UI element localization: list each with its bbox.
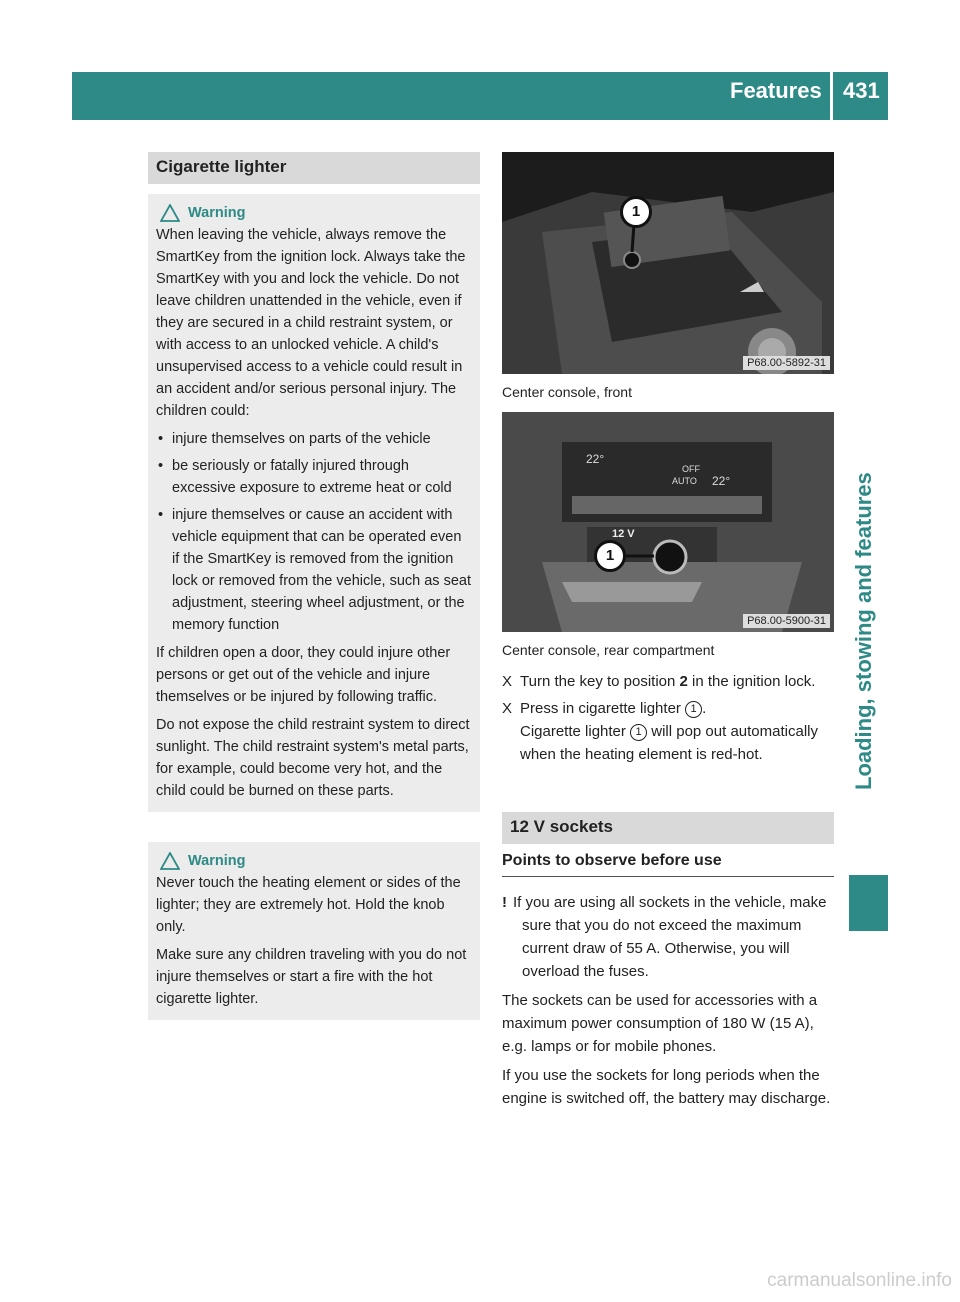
warning-title: Warning — [188, 853, 246, 869]
warning-title: Warning — [188, 205, 246, 221]
warning-box-2 — [148, 842, 480, 1020]
warning-triangle-icon — [160, 852, 180, 870]
right-column — [502, 152, 834, 1116]
footer-watermark: carmanualsonline.info — [767, 1270, 952, 1291]
bullet-dot: • — [158, 507, 164, 523]
caption-front: Center console, front — [502, 384, 632, 400]
note: ! If you are using all sockets in the vehicle, make sure that you do not exceed the maximum current draw of 55 A. Otherwise, you will overload the fuses. — [502, 894, 827, 980]
instruction-step: X Press in cigarette lighter 1 . Cigarette lighter 1 will pop out automatically when the heating element is red-hot. — [502, 697, 834, 766]
warning-paragraph: Do not expose the child restraint system to direct sunlight. The child restraint system's metal parts, for example, could become very hot, and the child could be burned on these parts. — [156, 717, 470, 799]
label-temp-left: 22° — [586, 452, 605, 466]
section-title-cigarette-lighter: Cigarette lighter — [148, 152, 480, 184]
warning-paragraph: If children open a door, they could injure other persons or get out of the vehicle and injure themselves or be injured by following traffic. — [156, 645, 451, 705]
step-arrow-icon: X — [502, 700, 513, 717]
header-section-title: Features — [730, 78, 822, 103]
step-result: Cigarette lighter 1 will pop out automatically when the heating element is red-hot. — [520, 723, 818, 763]
warning-paragraph: Never touch the heating element or sides of the lighter; they are extremely hot. Hold the knob only. — [156, 875, 461, 935]
bullet-dot: • — [158, 431, 164, 447]
console-front-illustration — [502, 152, 834, 374]
label-12v: 12 V — [612, 528, 635, 540]
warning-bullet-list — [156, 428, 472, 636]
subheading: Points to observe before use — [502, 844, 834, 877]
callout-1: 1 — [594, 540, 626, 572]
left-column — [148, 152, 480, 1020]
chapter-tab-marker — [849, 875, 888, 931]
warning-triangle-icon — [160, 204, 180, 222]
warning-heading — [160, 850, 472, 872]
warning-paragraph: When leaving the vehicle, always remove the SmartKey from the ignition lock. Always take the SmartKey with you and lock the vehicle. Do not leave children unattended in the vehicle, even if they are secured in a child restraint system, or with access to an unlocked vehicle. A child's unsupervised access to a vehicle could result in an accident and/or serious personal injury. The children could: — [156, 227, 466, 419]
body-paragraph: If you use the sockets for long periods when the engine is switched off, the battery may discharge. — [502, 1067, 831, 1107]
callout-1-icon: 1 — [685, 701, 702, 718]
instruction-step: X Turn the key to position 2 in the ignition lock. — [502, 670, 834, 693]
bullet-item: • injure themselves on parts of the vehicle — [156, 428, 472, 450]
console-rear-illustration — [502, 412, 834, 632]
label-off: OFF — [682, 464, 700, 474]
warning-paragraph: Make sure any children traveling with you do not injure themselves or start a fire with the hot cigarette lighter. — [156, 947, 467, 1007]
section-title-12v-sockets: 12 V sockets — [502, 812, 834, 844]
label-temp-right: 22° — [712, 474, 731, 488]
bullet-dot: • — [158, 458, 164, 474]
chapter-title: Loading, stowing and features — [851, 472, 876, 790]
callout-1: 1 — [620, 196, 652, 228]
label-auto: AUTO — [672, 476, 697, 486]
image-code: P68.00-5892-31 — [743, 356, 830, 370]
photo-center-console-rear — [502, 412, 834, 632]
image-code: P68.00-5900-31 — [743, 614, 830, 628]
bullet-item: • injure themselves or cause an accident with vehicle equipment that can be operated even if the SmartKey is removed from the ignition lock or removed from the vehicle, such as seat adjustment, steering wheel adjustment, or the memory function — [156, 504, 472, 636]
callout-1-icon: 1 — [630, 724, 647, 741]
warning-heading — [160, 202, 472, 224]
bullet-item: • be seriously or fatally injured through excessive exposure to extreme heat or cold — [156, 455, 472, 499]
caption-rear: Center console, rear compartment — [502, 642, 715, 658]
page-number: 431 — [843, 78, 880, 103]
step-arrow-icon: X — [502, 673, 513, 690]
body-paragraph: The sockets can be used for accessories with a maximum power consumption of 180 W (15 A), e.g. lamps or for mobile phones. — [502, 992, 818, 1055]
note-mark-icon: ! — [502, 894, 507, 911]
header-separator — [830, 72, 833, 120]
photo-center-console-front — [502, 152, 834, 374]
warning-box-1 — [148, 194, 480, 812]
